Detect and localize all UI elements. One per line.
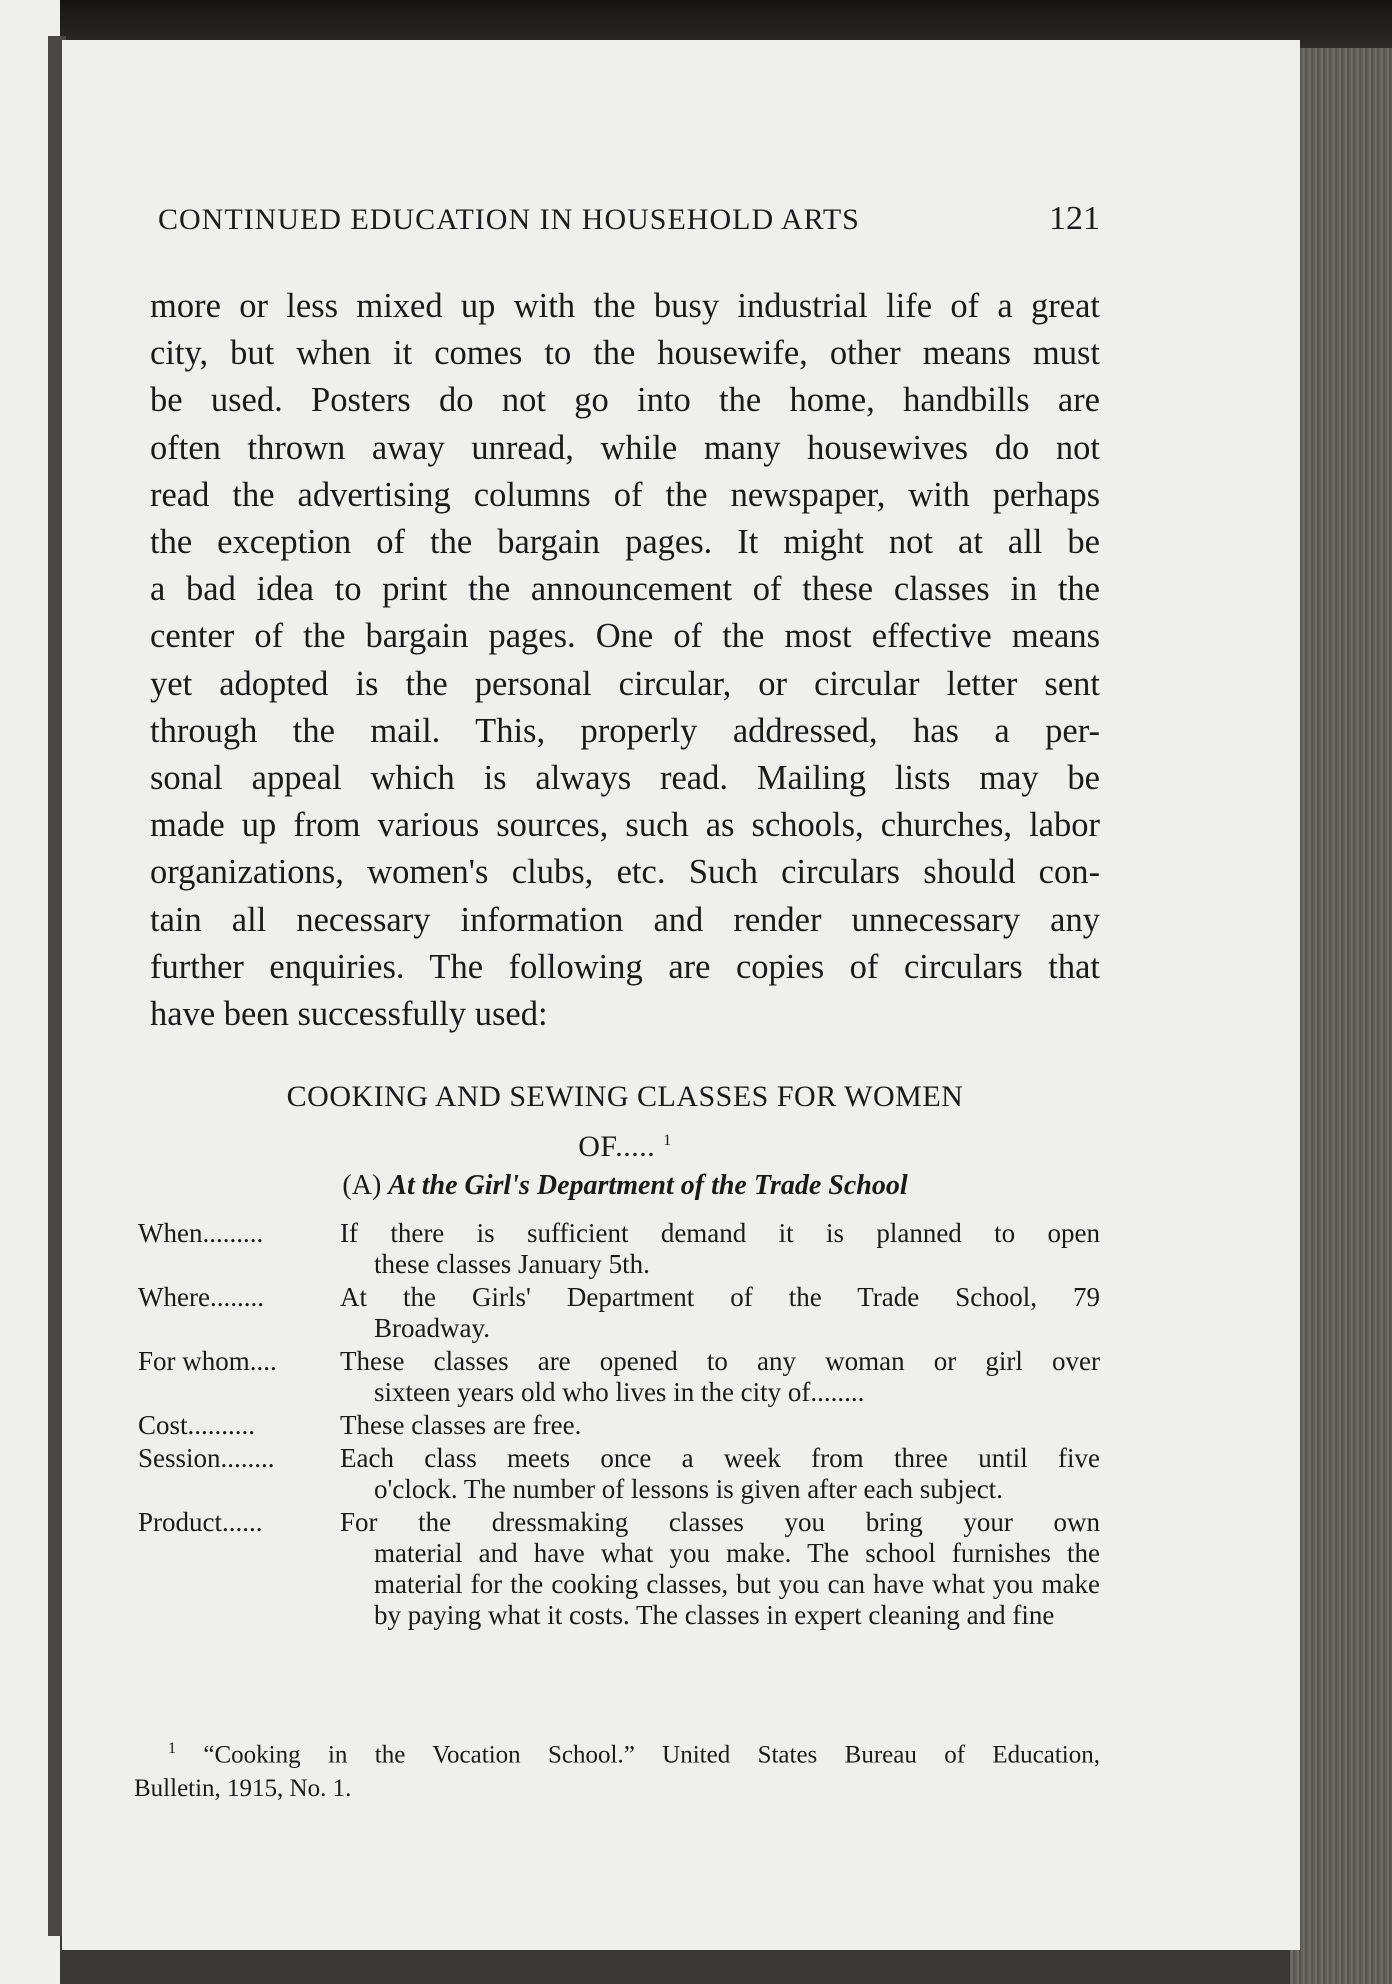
- text-line: more or less mixed up with the busy industrial life of a great: [150, 287, 1100, 325]
- footnote: [134, 1732, 1100, 1806]
- page-number: 121: [1049, 200, 1100, 237]
- text-line: the exception of the bargain pages. It might not at all be: [150, 523, 1100, 562]
- entry-value: [340, 1443, 1100, 1505]
- entry-first-line: Each class meets once a week from three until five: [340, 1443, 1100, 1473]
- entry-label: For whom....: [138, 1346, 277, 1376]
- text-line: made up from various sources, such as schools, churches, labor: [150, 806, 1100, 845]
- entry-label: Where........: [138, 1282, 264, 1312]
- footnote-reference: 1: [663, 1132, 672, 1149]
- text-line: through the mail. This, properly addressed, has a per-: [150, 711, 1100, 750]
- footnote-text: “Cooking in the Vocation School.” United States Bureau of Education,: [203, 1741, 1101, 1769]
- entry-first-line: These classes are free.: [340, 1410, 582, 1440]
- entry-product: [138, 1507, 1100, 1631]
- entry-for-whom: [138, 1346, 1100, 1408]
- footnote-line2: Bulletin, 1915, No. 1.: [134, 1775, 352, 1803]
- entry-session: [138, 1443, 1100, 1505]
- entry-first-line: For the dressmaking classes you bring your own: [340, 1507, 1100, 1537]
- circular-entries: [138, 1218, 1100, 1633]
- entry-label: Cost..........: [138, 1410, 256, 1440]
- text-line: be used. Posters do not go into the home, handbills are: [150, 381, 1100, 420]
- body-paragraph: [150, 283, 1100, 1038]
- entry-label: When.........: [138, 1218, 264, 1248]
- footnote-line1: [134, 1732, 1100, 1772]
- section-title-of: OF.....: [578, 1130, 656, 1163]
- text-line: further enquiries. The following are copies of circulars that: [150, 947, 1100, 986]
- page-edges: [1290, 48, 1392, 1984]
- text-line: yet adopted is the personal circular, or circular letter sent: [150, 664, 1100, 703]
- section-title: [150, 1075, 1100, 1169]
- text-line: often thrown away unread, while many housewives do not: [150, 428, 1100, 467]
- section-title-line1: COOKING AND SEWING CLASSES FOR WOMEN: [286, 1080, 964, 1113]
- entry-cost: [138, 1410, 1100, 1441]
- section-title-line2: [150, 1119, 1100, 1169]
- entry-where: [138, 1282, 1100, 1344]
- text-line: center of the bargain pages. One of the most effective means: [150, 617, 1100, 656]
- entry-value: [340, 1346, 1100, 1408]
- text-line: tain all necessary information and render unnecessary any: [150, 900, 1100, 939]
- text-line: read the advertising columns of the newspaper, with perhaps: [150, 475, 1100, 514]
- entry-continuation: these classes January 5th.: [374, 1249, 650, 1279]
- running-title: CONTINUED EDUCATION IN HOUSEHOLD ARTS: [158, 203, 860, 236]
- entry-continuation: o'clock. The number of lessons is given after each subject.: [374, 1474, 1003, 1504]
- entry-continuation: sixteen years old who lives in the city of........: [374, 1377, 865, 1407]
- entry-value: [340, 1507, 1100, 1631]
- text-line: have been successfully used:: [150, 995, 548, 1034]
- entry-label: Session........: [138, 1443, 275, 1473]
- text-line: sonal appeal which is always read. Mailing lists may be: [150, 759, 1100, 798]
- entry-continuation: Broadway.: [374, 1313, 490, 1343]
- entry-label: Product......: [138, 1507, 263, 1537]
- footnote-marker: 1: [168, 1740, 176, 1757]
- subtitle-italic: At the Girl's Department of the Trade School: [388, 1170, 908, 1201]
- entry-continuation: material and have what you make. The school furnishes the material for the cooking classes, but you can have what you make by paying what it costs. The classes in expert cleaning and fine: [374, 1538, 1100, 1630]
- text-line: city, but when it comes to the housewife, other means must: [150, 334, 1100, 373]
- subtitle-prefix: (A): [342, 1170, 382, 1201]
- entry-value: [340, 1218, 1100, 1280]
- text-line: a bad idea to print the announcement of these classes in the: [150, 570, 1100, 609]
- text-line: organizations, women's clubs, etc. Such circulars should con-: [150, 853, 1100, 892]
- entry-first-line: These classes are opened to any woman or girl over: [340, 1346, 1100, 1376]
- entry-value: [340, 1282, 1100, 1344]
- entry-when: [138, 1218, 1100, 1280]
- running-header: [158, 200, 1100, 238]
- entry-value: [340, 1410, 1100, 1441]
- entry-first-line: At the Girls' Department of the Trade School, 79: [340, 1282, 1100, 1312]
- section-subtitle: [150, 1170, 1100, 1202]
- entry-first-line: If there is sufficient demand it is planned to open: [340, 1218, 1100, 1248]
